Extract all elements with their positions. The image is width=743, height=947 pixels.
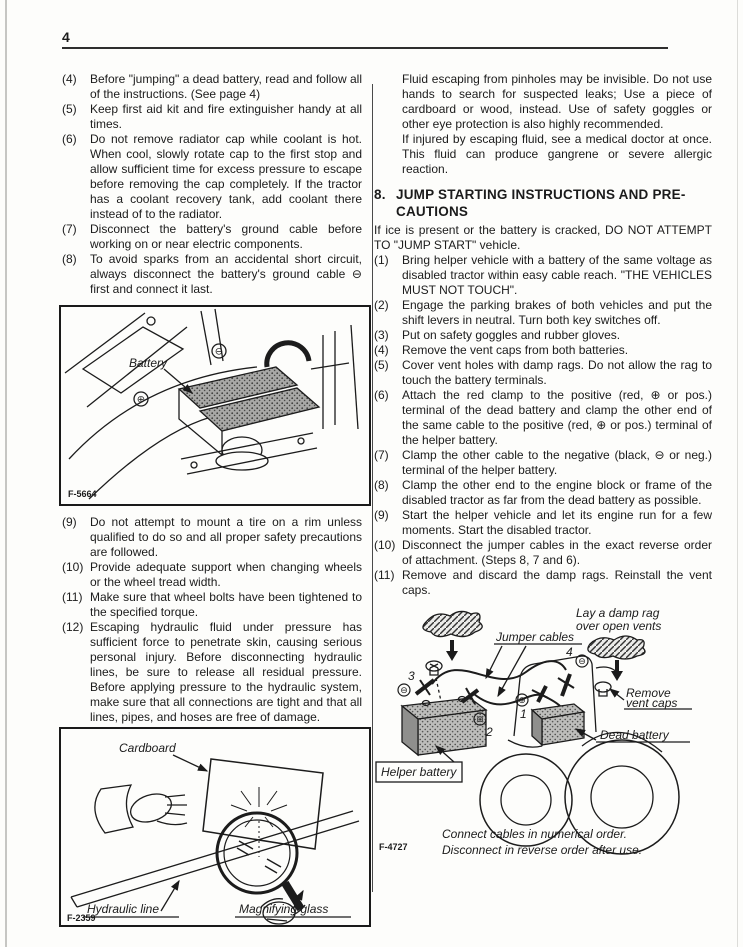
item-number: (9) <box>374 508 389 522</box>
section-title-line1: JUMP STARTING INSTRUCTIONS AND PRE- <box>396 187 686 202</box>
item-text: Do not remove radiator cap while coolant is hot. When cool, slowly rotate cap to the first stop and allow sufficient time for excess pressure to escape before removing the cap completely. If the tractor has a coolant recovery tank, add coolant there instead of to the radiator. <box>90 132 362 221</box>
continuation-paragraph: If injured by escaping fluid, see a medical doctor at once. This fluid can produce gangrene or severe allergic reaction. <box>402 132 712 176</box>
item-number: (11) <box>374 568 395 582</box>
item-text: Provide adequate support when changing wheels or the wheel tread width. <box>90 560 362 589</box>
item-number: (7) <box>62 222 77 236</box>
item-text: Bring helper vehicle with a battery of the same voltage as disabled tractor within easy cable reach. "THE VEHICLES MUST NOT TOUCH". <box>402 253 712 297</box>
damp-rag-note-line2: over open vents <box>576 619 662 633</box>
list-item <box>62 222 362 252</box>
item-number: (4) <box>62 72 77 86</box>
item-number: (8) <box>62 252 77 266</box>
item-text: Cover vent holes with damp rags. Do not allow the rag to touch the battery terminals. <box>402 358 712 387</box>
item-text: Attach the red clamp to the positive (red, ⊕ or pos.) terminal of the dead battery and clamp the other end of the same cable to the positive (red, ⊕ or pos.) terminal of the helper battery. <box>402 388 712 447</box>
item-number: (6) <box>62 132 77 146</box>
list-item <box>374 478 712 508</box>
item-number: (5) <box>62 102 77 116</box>
continuation-paragraph: Fluid escaping from pinholes may be invisible. Do not use hands to search for suspected leaks; Use a piece of cardboard or wood, instead. Use of safety goggles or other eye protection is also highly recommended. <box>402 72 712 131</box>
item-number: (10) <box>62 560 84 574</box>
remove-vent-caps-label-line1: Remove <box>626 686 671 700</box>
hydraulic-line-label: Hydraulic line <box>87 902 160 916</box>
clamp-number-1: 1 <box>520 707 527 721</box>
list-item <box>62 515 362 560</box>
section-title-line2: CAUTIONS <box>396 204 469 219</box>
minus-symbol: ⊖ <box>578 656 586 666</box>
list-item <box>374 388 712 448</box>
section-heading <box>374 186 712 220</box>
list-item <box>374 343 712 358</box>
list-item <box>62 72 362 102</box>
list-item <box>374 253 712 298</box>
item-text: Disconnect the battery's ground cable before working on or near electric components. <box>90 222 362 251</box>
list-item <box>374 538 712 568</box>
list-item <box>62 590 362 620</box>
item-text: Clamp the other cable to the negative (black, ⊖ or neg.) terminal of the helper battery. <box>402 448 712 477</box>
plus-symbol: ⊕ <box>136 394 146 406</box>
scan-edge-left <box>5 0 7 947</box>
header-rule <box>62 47 668 49</box>
helper-battery-label: Helper battery <box>381 765 457 779</box>
list-item <box>374 508 712 538</box>
item-text: Put on safety goggles and rubber gloves. <box>402 328 621 342</box>
clamp-number-4: 4 <box>566 645 573 659</box>
item-number: (7) <box>374 448 389 462</box>
scan-edge-right <box>737 0 738 947</box>
dead-battery-label: Dead battery <box>600 728 669 742</box>
list-item <box>374 298 712 328</box>
cardboard-label: Cardboard <box>119 741 176 755</box>
figure-hydraulic-leak <box>59 727 371 927</box>
figure-code: F-2359 <box>67 913 96 923</box>
item-text: Start the helper vehicle and let its engine run for a few moments. Start the disabled tractor. <box>402 508 712 537</box>
item-number: (1) <box>374 253 389 267</box>
list-item <box>62 560 362 590</box>
list-item <box>374 568 712 598</box>
item-number: (2) <box>374 298 389 312</box>
magnifying-glass-label: Magnifying glass <box>239 902 329 916</box>
damp-rag-note-line1: Lay a damp rag <box>576 606 660 620</box>
clamp-number-3: 3 <box>408 669 415 683</box>
item-text: Keep first aid kit and fire extinguisher handy at all times. <box>90 102 362 131</box>
item-number: (9) <box>62 515 77 529</box>
figure-caption-line2: Disconnect in reverse order after use. <box>442 843 643 857</box>
list-item <box>62 132 362 222</box>
list-item <box>62 252 362 297</box>
list-item <box>374 358 712 388</box>
item-text: Make sure that wheel bolts have been tightened to the specified torque. <box>90 590 362 619</box>
battery-label: Battery <box>129 356 168 370</box>
item-text: Disconnect the jumper cables in the exact reverse order of attachment. (Steps 8, 7 and 6). <box>402 538 712 567</box>
item-text: Remove and discard the damp rags. Reinstall the vent caps. <box>402 568 712 597</box>
list-item <box>62 102 362 132</box>
item-number: (8) <box>374 478 389 492</box>
item-number: (10) <box>374 538 396 552</box>
section-title <box>396 186 686 220</box>
plus-symbol: ⊕ <box>476 714 484 724</box>
figure-jump-start <box>374 598 712 860</box>
figure-code: F-5664 <box>68 489 97 499</box>
item-number: (12) <box>62 620 84 634</box>
plus-symbol: ⊕ <box>518 695 526 705</box>
clamp-number-2: 2 <box>486 725 493 739</box>
list-item <box>62 620 362 725</box>
figure-caption-line1: Connect cables in numerical order. <box>442 827 627 841</box>
remove-vent-caps-label-line2: vent caps <box>626 696 678 710</box>
section-intro: If ice is present or the battery is cracked, DO NOT ATTEMPT TO "JUMP START" vehicle. <box>374 223 712 252</box>
column-divider <box>372 84 373 892</box>
page-number: 4 <box>62 29 70 45</box>
item-text: Remove the vent caps from both batteries. <box>402 343 629 357</box>
item-text: Clamp the other end to the engine block or frame of the disabled tractor as far from the dead battery as possible. <box>402 478 712 507</box>
figure-battery-location <box>59 305 371 506</box>
item-text: Before "jumping" a dead battery, read and follow all of the instructions. (See page 4) <box>90 72 362 101</box>
item-number: (6) <box>374 388 389 402</box>
minus-symbol: ⊖ <box>214 346 224 358</box>
right-column <box>374 72 712 860</box>
jumper-cables-label: Jumper cables <box>496 630 575 644</box>
minus-symbol: ⊖ <box>400 685 408 695</box>
item-number: (11) <box>62 590 83 604</box>
section-number: 8. <box>374 187 386 202</box>
item-text: To avoid sparks from an accidental short circuit, always disconnect the battery's ground cable ⊖ first and connect it last. <box>90 252 362 296</box>
figure-code: F-4727 <box>379 842 408 852</box>
item-text: Do not attempt to mount a tire on a rim unless qualified to do so and all proper safety precautions are followed. <box>90 515 362 559</box>
item-text: Escaping hydraulic fluid under pressure has sufficient force to penetrate skin, causing serious personal injury. Before disconnecting hydraulic lines, be sure to release all residual pressure. Before applying pressure to the hydraulic system, make sure that all connections are tight and that all lines, pipes, and hoses are free of damage. <box>90 620 362 724</box>
item-number: (4) <box>374 343 389 357</box>
item-text: Engage the parking brakes of both vehicles and put the shift levers in neutral. Turn both key switches off. <box>402 298 712 327</box>
list-item <box>374 448 712 478</box>
left-column <box>62 72 362 927</box>
list-item <box>374 328 712 343</box>
item-number: (3) <box>374 328 389 342</box>
left-items-after-figure <box>62 515 362 725</box>
item-number: (5) <box>374 358 389 372</box>
